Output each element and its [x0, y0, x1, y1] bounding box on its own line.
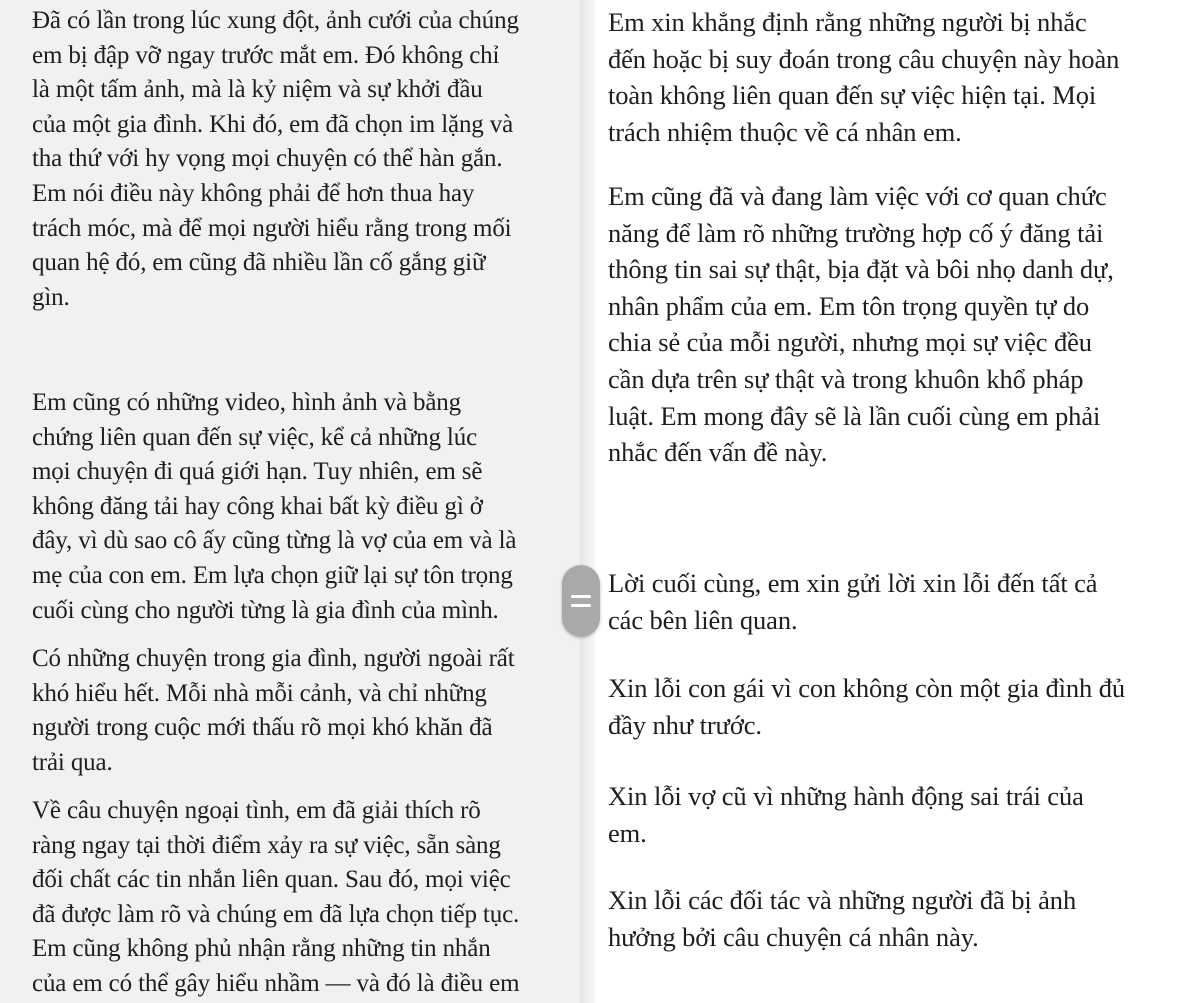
right-paragraph-2: Em cũng đã và đang làm việc với cơ quan chức năng để làm rõ những trường hợp cố ý đăng tải thông tin sai sự thật, bịa đặt và bôi nhọ danh dự, nhân phẩm của em. Em tôn trọng quyền tự do chia sẻ của mỗi người, nhưng mọi sự việc đều cần dựa trên sự thật và trong khuôn khổ pháp luật. Em mong đây sẽ là lần cuối cùng em phải nhắc đến vấn đề này. [608, 181, 1114, 468]
left-paragraph-3: Có những chuyện trong gia đình, người ngoài rất khó hiểu hết. Mỗi nhà mỗi cảnh, và chỉ những người trong cuộc mới thấu rõ mọi khó khăn đã trải qua. [32, 645, 515, 776]
drag-handle-icon-line [571, 604, 591, 607]
drag-handle-icon [571, 595, 591, 598]
left-paragraph-1: Đã có lần trong lúc xung đột, ảnh cưới của chúng em bị đập vỡ ngay trước mắt em. Đó không chỉ là một tấm ảnh, mà là kỷ niệm và sự khởi đầu của một gia đình. Khi đó, em đã chọn im lặng và tha thứ với hy vọng mọi chuyện có thể hàn gắn. Em nói điều này không phải để hơn thua hay trách móc, mà để mọi người hiểu rằng trong mối quan hệ đó, em cũng đã nhiều lần cố gắng giữ gìn. [32, 7, 519, 311]
right-paragraph-1: Em xin khẳng định rằng những người bị nhắc đến hoặc bị suy đoán trong câu chuyện này hoàn toàn không liên quan đến sự việc hiện tại. Mọi trách nhiệm thuộc về cá nhân em. [608, 7, 1120, 147]
right-paragraph-4: Xin lỗi con gái vì con không còn một gia đình đủ đầy như trước. [608, 673, 1126, 740]
right-paragraph-3: Lời cuối cùng, em xin gửi lời xin lỗi đến tất cả các bên liên quan. [608, 568, 1098, 635]
split-divider-gap [580, 0, 596, 1003]
right-paragraph-6: Xin lỗi các đối tác và những người đã bị ảnh hưởng bởi câu chuyện cá nhân này. [608, 885, 1077, 952]
right-paragraph-5: Xin lỗi vợ cũ vì những hành động sai trái của em. [608, 781, 1084, 848]
right-pane[interactable] [596, 0, 1200, 1003]
left-paragraph-4: Về câu chuyện ngoại tình, em đã giải thích rõ ràng ngay tại thời điểm xảy ra sự việc, sẵn sàng đối chất các tin nhắn liên quan. Sau đó, mọi việc đã được làm rõ và chúng em đã lựa chọn tiếp tục. Em cũng không phủ nhận rằng những tin nhắn của em có thể gây hiểu nhầm — và đó là điều em [32, 797, 520, 997]
left-paragraph-2: Em cũng có những video, hình ảnh và bằng chứng liên quan đến sự việc, kể cả những lúc mọi chuyện đi quá giới hạn. Tuy nhiên, em sẽ không đăng tải hay công khai bất kỳ điều gì ở đây, vì dù sao cô ấy cũng từng là vợ của em và là mẹ của con em. Em lựa chọn giữ lại sự tôn trọng cuối cùng cho người từng là gia đình của mình. [32, 389, 517, 624]
left-pane[interactable] [0, 0, 580, 1003]
split-divider-handle[interactable] [562, 565, 600, 637]
